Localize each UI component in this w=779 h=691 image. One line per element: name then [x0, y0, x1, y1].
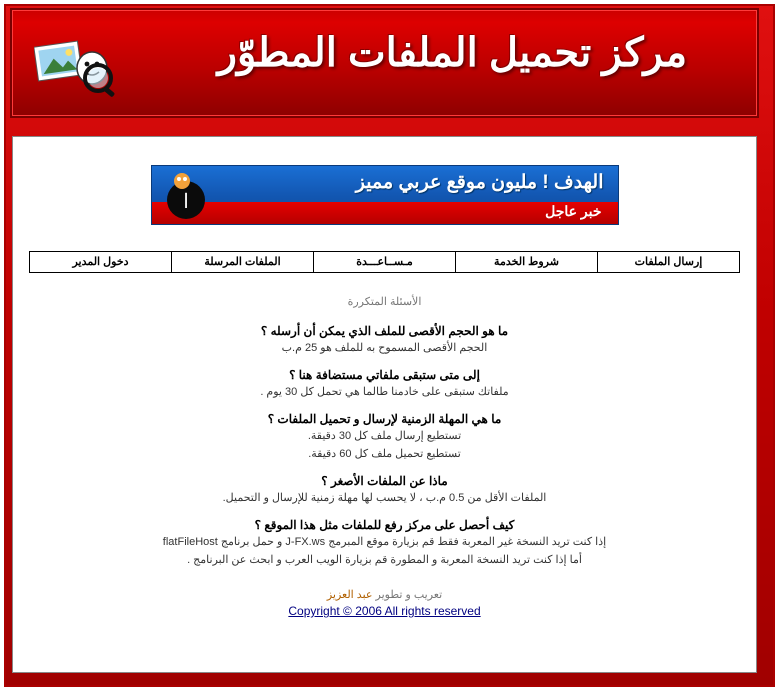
faq-item: [35, 474, 735, 506]
faq-question: إلى متى ستبقى ملفاتي مستضافة هنا ؟: [289, 368, 480, 382]
footer: [35, 588, 735, 618]
svg-text:ا: ا: [182, 191, 189, 213]
faq-question: ما هو الحجم الأقصى للملف الذي يمكن أن أرسله ؟: [260, 324, 509, 338]
main-nav: [29, 251, 740, 273]
faq-item: [35, 518, 735, 568]
copyright: Copyright © 2006 All rights reserved: [288, 604, 481, 618]
faq-question: ما هي المهلة الزمنية لإرسال و تحميل الملفات ؟: [267, 412, 502, 426]
faq-answer: إذا كنت تريد النسخة غير المعربة فقط قم بزيارة موقع المبرمج J-FX.ws و حمل برنامج flatFileHost: [162, 536, 607, 548]
faq-item: [35, 324, 735, 356]
ad-strip: [152, 202, 619, 224]
photo-magnifier-icon: [34, 38, 120, 100]
ad-banner-wrap: [151, 165, 619, 225]
nav-help[interactable]: مـســاعـــدة: [313, 252, 455, 272]
faq-item: [35, 412, 735, 462]
faq-answer: الملفات الأقل من 0.5 م.ب ، لا يحسب لها مهلة زمنية للإرسال و التحميل.: [222, 492, 547, 504]
faq-title: الأسئلة المتكررة: [347, 296, 422, 308]
faq-question: ماذا عن الملفات الأصغر ؟: [321, 474, 448, 488]
content-area: [12, 136, 757, 673]
faq-answer: الحجم الأقصى المسموح به للملف هو 25 م.ب: [281, 342, 488, 354]
nav-admin-login[interactable]: دخول المدير: [72, 256, 129, 268]
faq-question: كيف أحصل على مركز رفع للملفات مثل هذا الموقع ؟: [254, 518, 515, 532]
page-title: مركز تحميل الملفات المطوّر: [217, 31, 687, 75]
faq-answer: أما إذا كنت تريد النسخة المعربة و المطورة قم بزيارة الويب العرب و ابحث عن البرنامج .: [187, 554, 582, 566]
nav-terms[interactable]: شروط الخدمة: [455, 252, 597, 272]
faq-answer: تستطيع إرسال ملف كل 30 دقيقة.: [307, 430, 462, 442]
faq-answer: ملفاتك ستبقى على خادمنا طالما هي تحمل كل 30 يوم .: [260, 386, 509, 398]
faq-section: [35, 295, 735, 568]
credit-prefix: تعريب و تطوير: [372, 589, 443, 601]
nav-send-files[interactable]: إرسال الملفات: [597, 252, 739, 272]
ad-strip-label: خبر عاجل: [545, 203, 602, 219]
nav-sent-files[interactable]: الملفات المرسلة: [171, 252, 313, 272]
faq-item: [35, 368, 735, 400]
ad-headline: الهدف ! مليون موقع عربي مميز: [355, 172, 604, 193]
faq-answer: تستطيع تحميل ملف كل 60 دقيقة.: [308, 448, 461, 460]
credit-line: [35, 588, 735, 601]
ad-banner[interactable]: [151, 165, 619, 225]
site-header: [10, 8, 759, 118]
arabic-alef-logo-icon: [160, 170, 214, 222]
credit-name: عبد العزيز: [326, 589, 373, 601]
